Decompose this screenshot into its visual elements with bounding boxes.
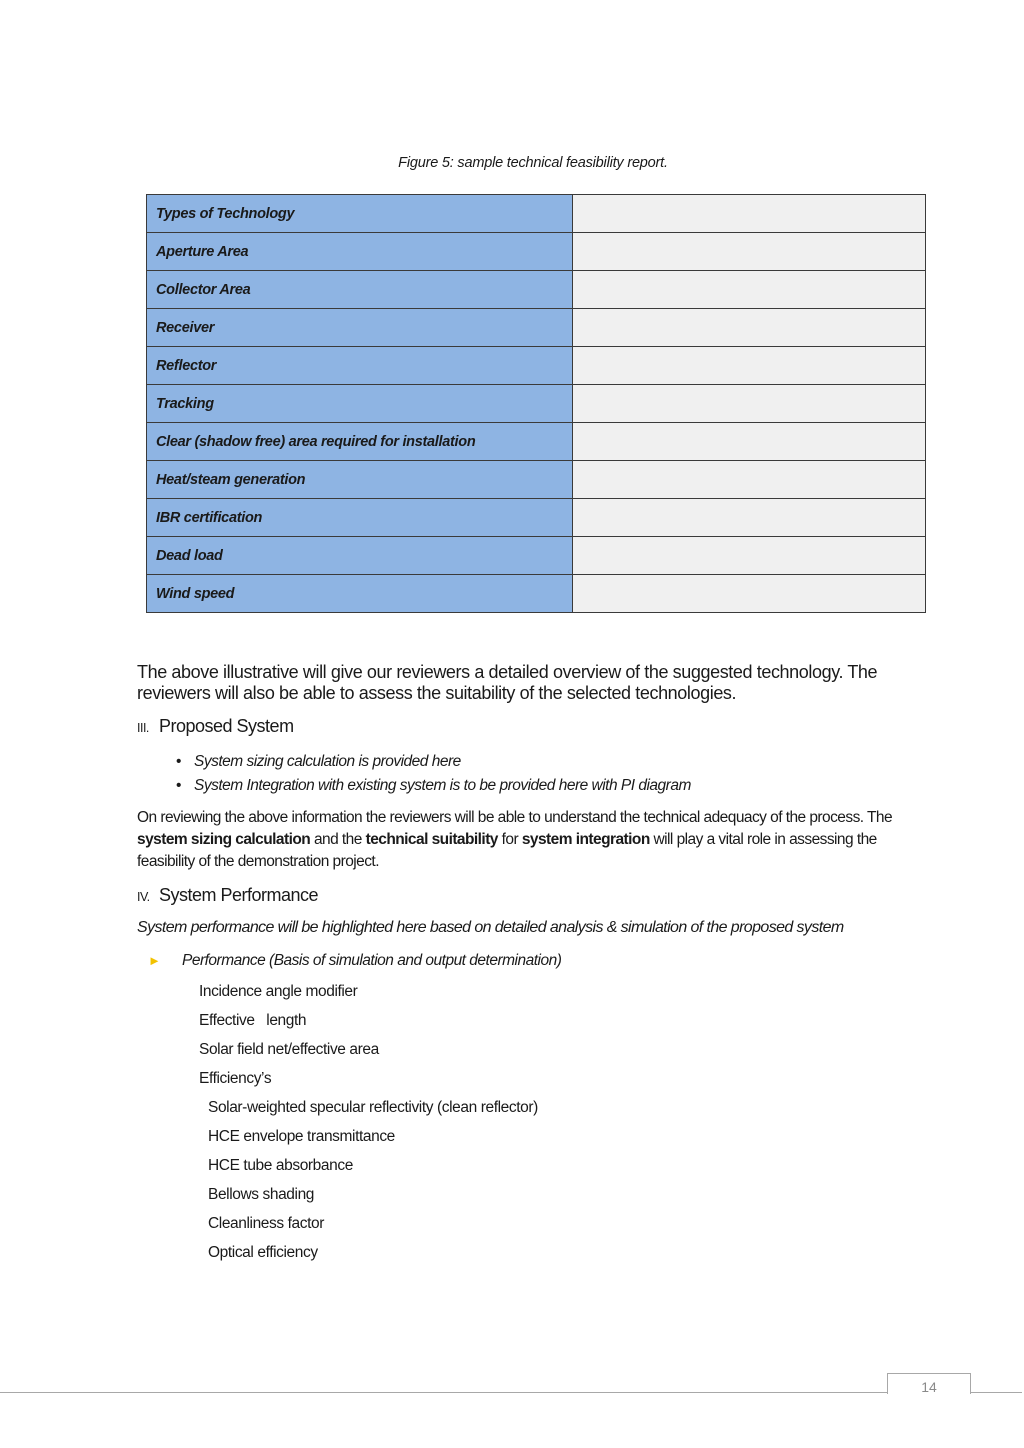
paragraph-text: will play a vital role in assessing the feasibility of the demonstration project. [137,831,877,870]
table-label-cell: Wind speed [147,575,573,613]
bullet-dot-icon: • [176,753,181,770]
paragraph-text: for [497,831,522,848]
feasibility-table [146,194,926,613]
performance-item: Solar field net/effective area [199,1041,379,1058]
table-label-cell: Receiver [147,309,573,347]
review-paragraph [137,807,927,873]
table-row [147,195,926,233]
table-value-cell [573,385,926,423]
table-value-cell [573,461,926,499]
efficiency-item: HCE tube absorbance [208,1157,353,1174]
bullet-dot-icon: • [176,777,181,794]
overview-paragraph: The above illustrative will give our reviewers a detailed overview of the suggested technology. The reviewers will also be able to assess the suitability of the selected technologies. [137,662,878,703]
performance-intro: System performance will be highlighted here based on detailed analysis & simulation of the proposed system [137,919,844,936]
table-label-cell: Types of Technology [147,195,573,233]
bold-term: system integration [521,831,650,848]
table-row [147,461,926,499]
table-row [147,385,926,423]
table-row [147,499,926,537]
table-value-cell [573,233,926,271]
table-label-cell: Dead load [147,537,573,575]
table-value-cell [573,537,926,575]
table-value-cell [573,575,926,613]
paragraph-text: and the [310,831,366,848]
table-label-cell: Reflector [147,347,573,385]
page-number: 14 [887,1373,971,1394]
efficiency-item: Bellows shading [208,1186,315,1203]
efficiency-item: Optical efficiency [208,1244,318,1261]
table-value-cell [573,309,926,347]
table-label-cell: Collector Area [147,271,573,309]
table-row [147,575,926,613]
efficiency-item: Cleanliness factor [208,1215,324,1232]
table-value-cell [573,195,926,233]
performance-heading-text: Performance (Basis of simulation and output determination) [182,952,562,969]
efficiency-item: HCE envelope transmittance [208,1128,395,1145]
section-heading-proposed-system [137,716,294,737]
proposed-system-bullets [176,750,691,798]
table-label-cell: Clear (shadow free) area required for installation [147,423,573,461]
section-heading-system-performance [137,885,318,906]
table-row [147,423,926,461]
bullet-text: System Integration with existing system is to be provided here with PI diagram [194,777,691,794]
bold-term: technical suitability [365,831,498,848]
table-value-cell [573,271,926,309]
section-number: IV. [137,890,150,904]
table-row [147,271,926,309]
performance-item: Efficiency’s [199,1070,272,1087]
table-row [147,309,926,347]
table-label-cell: Aperture Area [147,233,573,271]
table-row [147,537,926,575]
list-item [176,774,691,798]
table-value-cell [573,499,926,537]
performance-item: Effective length [199,1012,307,1029]
section-title: System Performance [159,885,319,905]
triangle-right-icon: ► [148,953,161,968]
efficiency-item: Solar-weighted specular reflectivity (clean reflector) [208,1099,538,1116]
table-value-cell [573,347,926,385]
performance-heading [148,952,561,970]
table-row [147,233,926,271]
performance-item: Incidence angle modifier [199,983,358,1000]
bullet-text: System sizing calculation is provided here [194,753,461,770]
table-label-cell: Tracking [147,385,573,423]
footer-rule [0,1392,1022,1393]
table-label-cell: Heat/steam generation [147,461,573,499]
section-title: Proposed System [159,716,294,736]
table-value-cell [573,423,926,461]
list-item [176,750,691,774]
table-label-cell: IBR certification [147,499,573,537]
paragraph-text: On reviewing the above information the reviewers will be able to understand the technical adequacy of the process. The [137,809,893,826]
bold-term: system sizing calculation [137,831,311,848]
table-row [147,347,926,385]
figure-caption: Figure 5: sample technical feasibility report. [398,155,668,171]
section-number: III. [137,721,149,735]
